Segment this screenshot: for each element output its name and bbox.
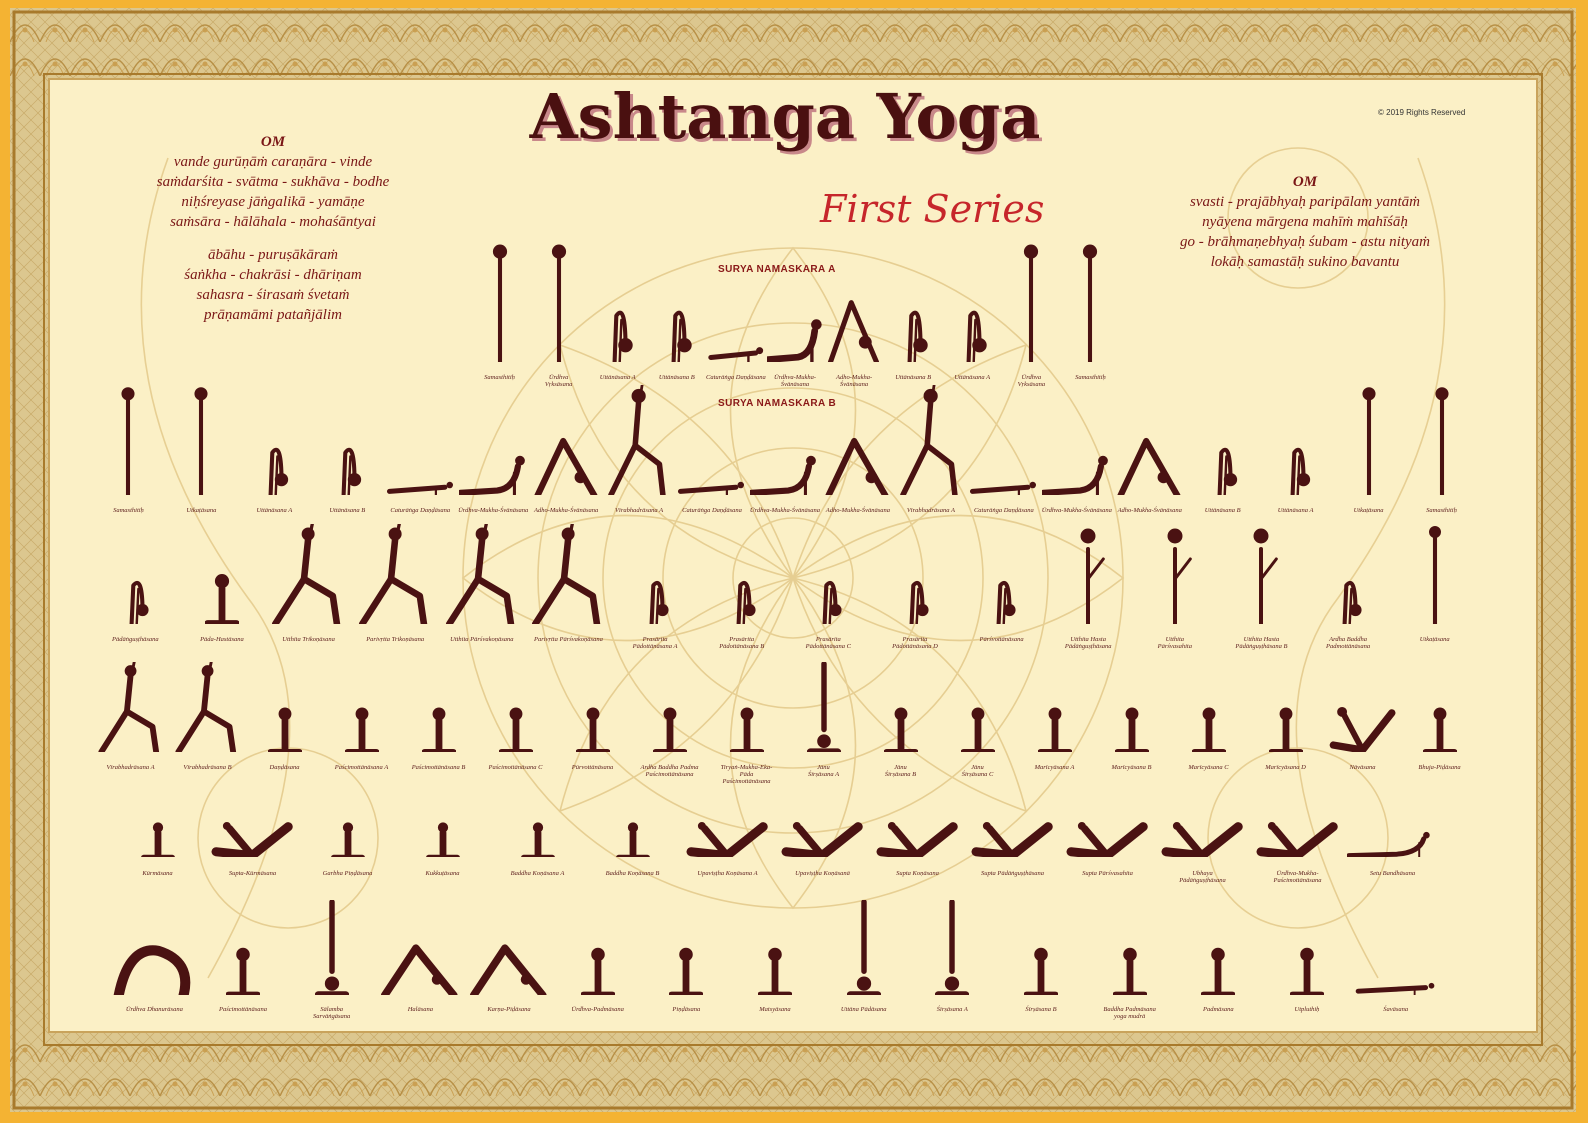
pose-figure — [1206, 418, 1240, 495]
pose-figure — [1252, 819, 1342, 858]
pose-figure — [257, 418, 291, 495]
pose-figure — [935, 900, 969, 995]
left-chant-line: sahasra - śirasaṁ śvetaṁ — [196, 287, 350, 303]
pose-label: Paścimottānāsana C — [488, 764, 543, 771]
pose-label: Pādāṅguṣṭhāsana — [112, 636, 159, 643]
pose-figure — [985, 554, 1019, 624]
pose-label: Adho-Mukha-Śvānāsana — [836, 374, 873, 388]
pose-label: Garbha Piṇḍāsana — [322, 870, 373, 877]
pose-label: Uttānāsana A — [599, 374, 636, 381]
pose-figure — [527, 524, 609, 624]
right-chant-om: OM — [1292, 174, 1318, 190]
right-chant-line: svasti - prajābhyaḥ paripālam yantāṁ — [1190, 194, 1420, 210]
page-subtitle: First Series — [820, 187, 1045, 231]
pose-label: Upaviṣṭha Koṇāsana A — [697, 870, 758, 877]
pose-figure — [1352, 385, 1386, 495]
pose-label: Vīrabhadrāsana B — [183, 764, 232, 771]
right-chant-line: nyāyena mārgena mahīṁ mahīśāḥ — [1202, 214, 1408, 230]
pose-figure — [1331, 554, 1365, 624]
pose-label: Jānu Śīrṣāsana C — [961, 764, 994, 778]
pose-label: Samasthitiḥ — [484, 374, 515, 381]
pose-label: Utthita Hasta Pādāṅguṣṭhāsana B — [1235, 636, 1288, 650]
pose-figure — [267, 524, 349, 624]
pose-label: Ardha Baddha Padma Paścimottānāsana — [640, 764, 699, 778]
pose-figure — [898, 554, 932, 624]
pose-label: Bhuja-Pīḍāsana — [1418, 764, 1461, 771]
pose-label: Paścimottānāsana A — [334, 764, 389, 771]
pose-label: Caturāṅga Daṇḍāsana — [390, 507, 451, 514]
pose-figure — [1042, 451, 1111, 495]
pose-figure — [94, 662, 167, 752]
pose-label: Paścimottānāsana B — [411, 764, 466, 771]
pose-figure — [896, 278, 930, 362]
pose-label: Ūrdhva-Padmāsana — [571, 1006, 624, 1013]
pose-figure — [1157, 819, 1247, 858]
pose-figure — [708, 332, 764, 362]
pose-label: Prasārita Pādottānāsana D — [892, 636, 938, 650]
pose-figure — [331, 819, 365, 858]
pose-label: Supta Koṇāsana — [896, 870, 939, 877]
pose-label: Karṇa-Pīḍāsana — [487, 1006, 531, 1013]
pose-figure — [811, 554, 845, 624]
pose-label: Uttānāsana B — [658, 374, 695, 381]
pose-label: Utthita Trikoṇāsana — [282, 636, 335, 643]
pose-label: Śīrṣāsana A — [936, 1006, 968, 1013]
pose-figure — [141, 819, 175, 858]
right-chant-line: go - brāhmaṇebhyaḥ śubam - astu nityaṁ — [1180, 234, 1430, 250]
pose-figure — [847, 900, 881, 995]
pose-figure — [499, 703, 533, 753]
left-chant-gap — [128, 232, 418, 245]
pose-label: Piṇḍāsana — [672, 1006, 701, 1013]
pose-figure — [1269, 703, 1303, 753]
pose-figure — [207, 819, 297, 858]
left-chant-line: saṁdarśita - svātma - sukhāva - bodhe — [156, 174, 390, 190]
pose-label: Jānu Śīrṣāsana A — [807, 764, 840, 778]
pose-label: Uttānāsana B — [1204, 507, 1241, 514]
pose-label: Setu Bandhāsana — [1369, 870, 1416, 877]
pose-figure — [581, 943, 615, 995]
section-title-a: SURYA NAMASKARA A — [718, 264, 836, 275]
pose-label: Ūrdhva-Mukha-Śvānāsana — [774, 374, 816, 388]
pose-label: Śavāsana — [1383, 1006, 1409, 1013]
pose-label: Jānu Śīrṣāsana B — [884, 764, 917, 778]
pose-figure — [969, 468, 1038, 496]
pose-label: Prasārita Pādottānāsana B — [719, 636, 765, 650]
pose-label: Marīcyāsana A — [1034, 764, 1075, 771]
pose-figure — [638, 554, 672, 624]
pose-figure — [1113, 943, 1147, 995]
pose-label: Utkaṭāsana — [1419, 636, 1450, 643]
pose-figure — [1192, 703, 1226, 753]
pose-figure — [205, 569, 239, 624]
pose-figure — [807, 662, 841, 752]
pose-figure — [1038, 703, 1072, 753]
left-chant-line: vande gurūṇāṁ caraṇāra - vinde — [173, 154, 373, 170]
pose-label: Baddha Koṇāsana B — [605, 870, 660, 877]
pose-label: Ūrdhva Vṛksāsana — [1017, 374, 1046, 388]
pose-label: Halāsana — [407, 1006, 433, 1013]
pose-figure — [441, 524, 523, 624]
section-title-b: SURYA NAMASKARA B — [718, 398, 837, 409]
pose-figure — [1279, 418, 1313, 495]
pose-figure — [345, 703, 379, 753]
pose-label: Utpluthiḥ — [1294, 1006, 1320, 1013]
pose-label: Nāvāsana — [1349, 764, 1376, 771]
left-chant — [128, 132, 418, 325]
pose-figure — [1425, 385, 1459, 495]
pose-label: Matsyāsana — [759, 1006, 791, 1013]
pose-figure — [483, 242, 517, 362]
pose-figure — [1014, 242, 1048, 362]
pose-figure — [967, 819, 1057, 858]
left-chant-line: prāṇamāmi patañjālim — [204, 307, 342, 323]
pose-figure — [268, 703, 302, 753]
pose-figure — [725, 554, 759, 624]
pose-label: Parivṛtta Trikoṇāsana — [366, 636, 425, 643]
pose-figure — [758, 943, 792, 995]
pose-figure — [378, 943, 462, 995]
pose-label: Samasthitiḥ — [113, 507, 144, 514]
pose-label: Baddha Padmāsana yoga mudrā — [1103, 1006, 1156, 1020]
pose-figure — [872, 819, 962, 858]
pose-label: Ūrdhva Dhanurāsana — [125, 1006, 183, 1013]
pose-figure — [1158, 524, 1192, 624]
pose-label: Samasthitiḥ — [1426, 507, 1457, 514]
pose-figure — [955, 278, 989, 362]
pose-figure — [669, 943, 703, 995]
pose-label: Paścimottānāsana — [218, 1006, 267, 1013]
pose-figure — [1326, 703, 1399, 753]
pose-label: Uttānāsana A — [954, 374, 991, 381]
pose-label: Caturāṅga Daṇḍāsana — [973, 507, 1034, 514]
left-chant-line: ābāhu - puruṣākāraṁ — [208, 247, 338, 263]
pose-figure — [386, 468, 455, 496]
pose-label: Caturāṅga Daṇḍāsana — [706, 374, 766, 381]
left-chant-line: śaṅkha - chakrāsi - dhāriṇam — [184, 267, 362, 283]
pose-figure — [823, 435, 892, 496]
pose-label: Marīcyāsana C — [1188, 764, 1229, 771]
pose-label: Adho-Mukha-Śvānāsana — [825, 507, 891, 514]
pose-figure — [112, 943, 196, 995]
pose-figure — [171, 662, 244, 752]
pose-label: Uttānāsana A — [1277, 507, 1314, 514]
pose-figure — [1024, 943, 1058, 995]
pose-figure — [354, 524, 436, 624]
pose-label: Vīrabhadrāsana A — [106, 764, 155, 771]
pose-figure — [601, 278, 635, 362]
pose-figure — [961, 703, 995, 753]
pose-label: Uttānāsana B — [895, 374, 932, 381]
pose-figure — [315, 900, 349, 995]
pose-figure — [604, 385, 673, 495]
pose-label: Ubhaya Pādāṅguṣṭhāsana — [1179, 870, 1226, 884]
pose-figure — [660, 278, 694, 362]
pose-label: Utthita Pārśvasahita — [1157, 636, 1192, 650]
pose-figure — [1062, 819, 1152, 858]
pose-figure — [1201, 943, 1235, 995]
pose-figure — [521, 819, 555, 858]
pose-figure — [426, 819, 460, 858]
pose-figure — [118, 554, 152, 624]
pose-label: Utkaṭāsana — [1353, 507, 1384, 514]
pose-figure — [226, 943, 260, 995]
pose-label: Vīrabhadrāsana A — [906, 507, 955, 514]
left-chant-line: niḥśreyase jāṅgalikā - yamāṇe — [181, 194, 365, 210]
pose-label: Caturāṅga Daṇḍāsana — [682, 507, 742, 514]
pose-label: Supta Pādāṅguṣṭhāsana — [980, 870, 1045, 877]
pose-label: Marīcyāsana B — [1111, 764, 1152, 771]
pose-label: Ardha Baddha Padmottānāsana — [1326, 636, 1371, 650]
pose-label: Ūrdhva-Mukha-Śvānāsana — [749, 507, 821, 514]
pose-figure — [826, 296, 882, 362]
pose-figure — [896, 385, 965, 495]
pose-label: Prasārita Pādottānāsana C — [805, 636, 851, 650]
pose-label: Baddha Koṇāsana A — [510, 870, 565, 877]
pose-figure — [1244, 524, 1278, 624]
pose-figure — [1071, 524, 1105, 624]
pose-label: Prasārita Pādottānāsana A — [632, 636, 678, 650]
pose-figure — [1115, 435, 1184, 496]
page-title: Ashtanga Yoga — [529, 80, 1041, 153]
pose-figure — [1418, 524, 1452, 624]
pose-label: Vīrabhadrāsana A — [615, 507, 664, 514]
pose-figure — [730, 703, 764, 753]
pose-label: Kukkuṭāsana — [425, 870, 460, 877]
pose-figure — [1347, 829, 1437, 857]
pose-figure — [682, 819, 772, 858]
pose-figure — [330, 418, 364, 495]
pose-label: Ūrdhva Vṛksāsana — [544, 374, 573, 388]
pose-figure — [767, 314, 823, 362]
pose-label: Ūrdhva-Mukha-Śvānāsana — [458, 507, 529, 514]
pose-figure — [616, 819, 650, 858]
pose-label: Uttānāsana A — [256, 507, 293, 514]
pose-label: Uttāna Pādāsana — [840, 1006, 887, 1013]
pose-figure — [532, 435, 601, 496]
left-chant-line: saṁsāra - hālāhala - mohaśāntyai — [170, 214, 376, 230]
copyright: © 2019 Rights Reserved — [1378, 108, 1466, 117]
pose-label: Utthita Pārśvakoṇāsana — [450, 636, 514, 643]
pose-figure — [653, 703, 687, 753]
pose-label: Upaviṣṭha Koṇāsanā — [795, 870, 850, 877]
pose-label: Pārśvottānāsana — [979, 636, 1024, 643]
pose-label: Utkaṭāsana — [186, 507, 217, 514]
pose-label: Utthita Hasta Pādāṅguṣṭhāsana — [1064, 636, 1112, 650]
pose-label: Samasthitiḥ — [1075, 374, 1106, 381]
right-chant-line: lokāḥ samastāḥ sukino bavantu — [1210, 254, 1400, 270]
pose-label: Pūrvottānāsana — [571, 764, 614, 771]
pose-label: Adho-Mukha-Śvānāsana — [1117, 507, 1182, 514]
pose-label: Pāda-Hastāsana — [200, 636, 244, 643]
right-chant — [1160, 172, 1450, 272]
pose-label: Parivṛtta Pārśvakoṇāsana — [534, 636, 603, 643]
pose-figure — [884, 703, 918, 753]
pose-label: Ūrdhva-Mukha-Śvānāsana — [1041, 507, 1112, 514]
left-chant-om: OM — [260, 134, 286, 150]
pose-figure — [777, 819, 867, 858]
pose-label: Padmāsana — [1202, 1006, 1234, 1013]
pose-figure — [677, 468, 746, 496]
pose-figure — [750, 451, 819, 495]
pose-label: Tiryaṅ-Mukha-Eka- Pāda Paścimottānāsana — [720, 764, 773, 785]
pose-figure — [542, 242, 576, 362]
pose-label: Śīrṣāsana B — [1025, 1006, 1057, 1013]
pose-figure — [1423, 703, 1457, 753]
pose-figure — [184, 385, 218, 495]
pose-figure — [422, 703, 456, 753]
pose-figure — [111, 385, 145, 495]
pose-label: Adho-Mukha-Śvānāsana — [534, 507, 599, 514]
pose-label: Ūrdhva-Mukha- Paścimottānāsana — [1273, 870, 1322, 884]
pose-label: Marīcyāsana D — [1265, 764, 1306, 771]
pose-figure — [459, 451, 528, 495]
pose-figure — [467, 943, 551, 995]
pose-label: Uttānāsana B — [329, 507, 366, 514]
pose-figure — [1115, 703, 1149, 753]
pose-label: Supta-Kūrmāsana — [228, 870, 277, 877]
pose-label: Supta Pārśvasahita — [1082, 870, 1133, 877]
pose-figure — [576, 703, 610, 753]
pose-label: Sālamba Sarvāṅgāsana — [313, 1006, 351, 1020]
pose-figure — [1354, 971, 1438, 995]
pose-figure — [1073, 242, 1107, 362]
pose-label: Daṇḍāsana — [269, 764, 300, 771]
pose-figure — [1290, 943, 1324, 995]
pose-label: Kūrmāsana — [142, 870, 173, 877]
